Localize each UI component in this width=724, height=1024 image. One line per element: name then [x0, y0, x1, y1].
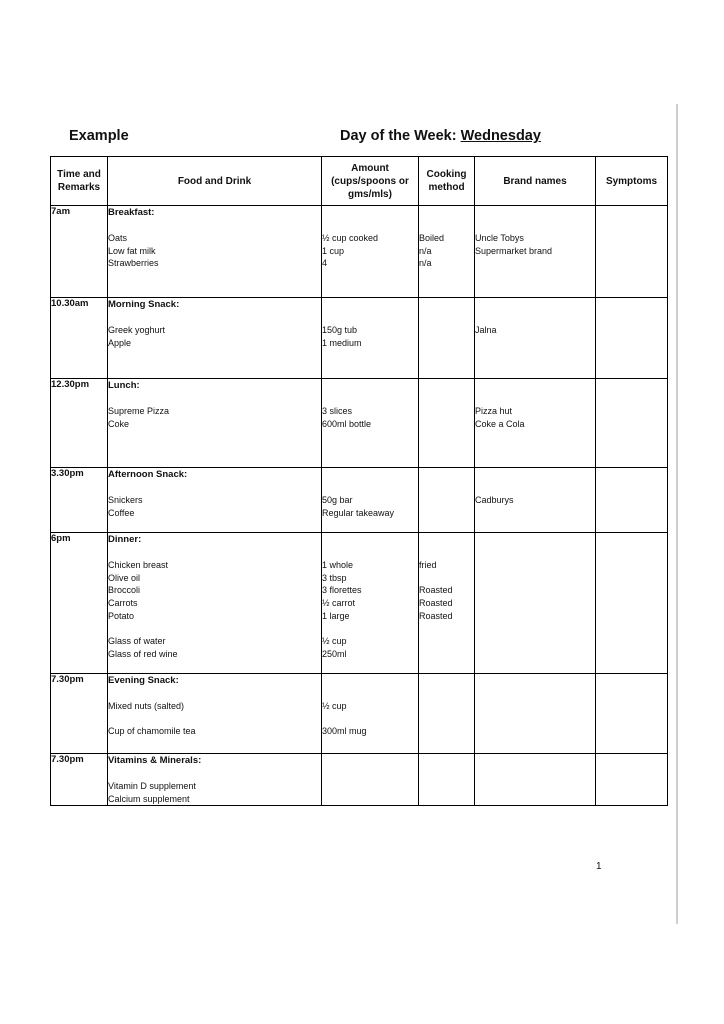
meal-title: Morning Snack:: [108, 299, 180, 310]
page-edge-divider: [676, 104, 678, 924]
meal-title: Afternoon Snack:: [108, 469, 188, 480]
spacer: [108, 687, 321, 700]
spacer: [419, 533, 474, 546]
time-cell: 3.30pm: [51, 468, 108, 533]
spacer: [419, 219, 474, 232]
blank-line: [419, 725, 474, 738]
table-row: [51, 206, 668, 298]
blank-line: [475, 610, 595, 623]
spacer: [475, 206, 595, 219]
blank-line: [419, 507, 474, 520]
table-row: [51, 674, 668, 754]
amount-item: 50g bar: [322, 495, 353, 505]
time-cell: 7am: [51, 206, 108, 298]
brand-names-cell: [475, 533, 596, 674]
cooking-method-cell: [419, 754, 475, 806]
brand-item: Jalna: [475, 325, 497, 335]
food-item: Broccoli: [108, 585, 141, 596]
brand-item: Coke a Cola: [475, 418, 525, 429]
blank-line: [322, 713, 418, 726]
time-cell: 6pm: [51, 533, 108, 674]
spacer: [475, 219, 595, 232]
blank-line: [419, 780, 474, 793]
amount-item: 1 whole: [322, 560, 354, 570]
spacer: [322, 481, 418, 494]
amount-cell: [322, 674, 419, 754]
spacer: [475, 298, 595, 311]
spacer: [322, 311, 418, 324]
blank-line: [475, 780, 595, 793]
spacer: [419, 379, 474, 392]
amount-cell: [322, 298, 419, 379]
spacer: [322, 379, 418, 392]
brand-names-cell: [475, 468, 596, 533]
meal-title: Vitamins & Minerals:: [108, 755, 202, 766]
amount-item: ½ cup: [322, 636, 347, 647]
header-food-drink: Food and Drink: [108, 157, 322, 206]
amount-item: Regular takeaway: [322, 507, 395, 518]
header-amount: [322, 157, 419, 206]
amount-cell: [322, 379, 419, 468]
blank-line: [475, 635, 595, 648]
spacer: [475, 379, 595, 392]
spacer: [419, 311, 474, 324]
cooking-method-cell: [419, 298, 475, 379]
spacer: [475, 674, 595, 687]
blank-line: [419, 635, 474, 648]
symptoms-cell: [596, 298, 668, 379]
day-of-week-label: Day of the Week:: [340, 128, 457, 144]
blank-line: [475, 622, 595, 635]
spacer: [419, 206, 474, 219]
symptoms-cell: [596, 379, 668, 468]
blank-line: [419, 405, 474, 418]
spacer: [108, 481, 321, 494]
spacer: [419, 481, 474, 494]
symptoms-cell: [596, 468, 668, 533]
amount-item: 1 cup: [322, 245, 345, 256]
amount-cell: [322, 533, 419, 674]
blank-line: [475, 597, 595, 610]
spacer: [419, 392, 474, 405]
food-item: Vitamin D supplement: [108, 781, 196, 791]
food-item: Potato: [108, 610, 135, 621]
food-item: Mixed nuts (salted): [108, 701, 185, 711]
table-header-row: [51, 157, 668, 206]
food-drink-cell: [108, 379, 322, 468]
food-drink-cell: [108, 298, 322, 379]
header-line: Time and: [57, 169, 101, 180]
blank-line: [322, 793, 418, 806]
header-line: Remarks: [57, 182, 101, 193]
brand-names-cell: [475, 379, 596, 468]
brand-names-cell: [475, 206, 596, 298]
spacer: [419, 546, 474, 559]
meal-title: Lunch:: [108, 380, 140, 391]
amount-item: 3 florettes: [322, 585, 362, 596]
day-of-week-value: Wednesday: [460, 128, 541, 144]
spacer: [322, 468, 418, 481]
spacer: [322, 533, 418, 546]
cooking-item: fried: [419, 560, 437, 570]
amount-item: ½ carrot: [322, 598, 356, 609]
time-cell: 10.30am: [51, 298, 108, 379]
header-line: gms/mls): [348, 188, 392, 200]
food-item: Supreme Pizza: [108, 406, 170, 416]
spacer: [322, 206, 418, 219]
blank-line: [419, 337, 474, 350]
spacer: [419, 298, 474, 311]
amount-item: ½ cup cooked: [322, 233, 379, 243]
table-row: [51, 298, 668, 379]
food-diary-table: [50, 156, 668, 806]
food-item: Olive oil: [108, 572, 141, 583]
symptoms-cell: [596, 754, 668, 806]
spacer: [419, 687, 474, 700]
spacer: [475, 687, 595, 700]
cooking-method-cell: [419, 206, 475, 298]
food-item: Greek yoghurt: [108, 325, 166, 335]
symptoms-cell: [596, 206, 668, 298]
food-drink-cell: [108, 468, 322, 533]
amount-item: 300ml mug: [322, 726, 367, 737]
food-item: Snickers: [108, 495, 143, 505]
food-drink-cell: [108, 754, 322, 806]
cooking-item: Roasted: [419, 610, 453, 621]
blank-line: [108, 622, 321, 635]
amount-item: 150g tub: [322, 325, 358, 335]
food-item: Apple: [108, 337, 132, 348]
spacer: [108, 219, 321, 232]
food-item: Strawberries: [108, 258, 159, 269]
amount-item: 600ml bottle: [322, 418, 372, 429]
brand-item: Pizza hut: [475, 406, 513, 416]
spacer: [475, 311, 595, 324]
table-row: [51, 379, 668, 468]
header-line: method: [428, 182, 465, 193]
blank-line: [475, 337, 595, 350]
spacer: [475, 392, 595, 405]
spacer: [322, 219, 418, 232]
food-item: Calcium supplement: [108, 793, 190, 804]
header-cooking-method: [419, 157, 475, 206]
blank-line: [322, 622, 418, 635]
table-row: [51, 754, 668, 806]
food-item: Low fat milk: [108, 245, 156, 256]
time-cell: 7.30pm: [51, 674, 108, 754]
amount-cell: [322, 468, 419, 533]
food-item: Coke: [108, 418, 130, 429]
blank-line: [419, 418, 474, 431]
amount-item: 1 large: [322, 610, 350, 621]
blank-line: [475, 725, 595, 738]
amount-item: 4: [322, 258, 328, 269]
cooking-item: n/a: [419, 258, 432, 269]
blank-line: [322, 780, 418, 793]
meal-title: Evening Snack:: [108, 675, 179, 686]
food-item: Carrots: [108, 598, 138, 609]
cooking-method-cell: [419, 468, 475, 533]
spacer: [322, 392, 418, 405]
blank-line: [475, 572, 595, 585]
spacer: [475, 767, 595, 780]
spacer: [322, 767, 418, 780]
blank-line: [419, 793, 474, 806]
blank-line: [108, 713, 321, 726]
blank-line: [419, 713, 474, 726]
cooking-item: Boiled: [419, 233, 445, 243]
spacer: [475, 468, 595, 481]
example-heading: Example: [69, 128, 129, 144]
brand-item: Cadburys: [475, 495, 514, 505]
blank-line: [475, 559, 595, 572]
cooking-method-cell: [419, 379, 475, 468]
brand-names-cell: [475, 298, 596, 379]
amount-cell: [322, 206, 419, 298]
page-number: 1: [596, 861, 602, 872]
spacer: [475, 754, 595, 767]
table-row: [51, 468, 668, 533]
food-item: Glass of water: [108, 636, 166, 647]
blank-line: [419, 622, 474, 635]
blank-line: [475, 793, 595, 806]
blank-line: [419, 494, 474, 507]
blank-line: [419, 572, 474, 585]
food-item: Oats: [108, 233, 128, 243]
blank-line: [475, 257, 595, 270]
brand-names-cell: [475, 754, 596, 806]
brand-names-cell: [475, 674, 596, 754]
spacer: [419, 767, 474, 780]
spacer: [322, 674, 418, 687]
blank-line: [419, 648, 474, 661]
header-line: Amount: [351, 162, 389, 174]
symptoms-cell: [596, 674, 668, 754]
cooking-item: Roasted: [419, 585, 453, 596]
header-time-remarks: [51, 157, 108, 206]
spacer: [419, 468, 474, 481]
time-cell: 7.30pm: [51, 754, 108, 806]
amount-cell: [322, 754, 419, 806]
meal-title: Breakfast:: [108, 207, 155, 218]
amount-item: 250ml: [322, 648, 347, 659]
spacer: [108, 546, 321, 559]
header-symptoms: Symptoms: [596, 157, 668, 206]
cooking-method-cell: [419, 533, 475, 674]
symptoms-cell: [596, 533, 668, 674]
spacer: [322, 298, 418, 311]
food-item: Glass of red wine: [108, 648, 178, 659]
header-line: Cooking: [426, 169, 467, 180]
food-drink-cell: [108, 533, 322, 674]
spacer: [322, 687, 418, 700]
food-drink-cell: [108, 206, 322, 298]
amount-item: 3 slices: [322, 406, 353, 416]
meal-title: Dinner:: [108, 534, 142, 545]
spacer: [322, 754, 418, 767]
cooking-item: Roasted: [419, 598, 453, 609]
table-row: [51, 533, 668, 674]
cooking-method-cell: [419, 674, 475, 754]
spacer: [322, 546, 418, 559]
spacer: [108, 392, 321, 405]
amount-item: 3 tbsp: [322, 572, 347, 583]
header-line: (cups/spoons or: [331, 175, 409, 187]
blank-line: [419, 700, 474, 713]
food-item: Coffee: [108, 507, 135, 518]
blank-line: [475, 507, 595, 520]
amount-item: ½ cup: [322, 701, 347, 711]
spacer: [475, 546, 595, 559]
food-drink-cell: [108, 674, 322, 754]
cooking-item: n/a: [419, 245, 432, 256]
amount-item: 1 medium: [322, 337, 362, 348]
blank-line: [475, 713, 595, 726]
spacer: [108, 767, 321, 780]
blank-line: [475, 700, 595, 713]
header-brand-names: Brand names: [475, 157, 596, 206]
time-cell: 12.30pm: [51, 379, 108, 468]
spacer: [419, 674, 474, 687]
blank-line: [475, 648, 595, 661]
brand-item: Supermarket brand: [475, 245, 553, 256]
food-item: Chicken breast: [108, 560, 169, 570]
food-item: Cup of chamomile tea: [108, 726, 196, 737]
spacer: [419, 754, 474, 767]
spacer: [108, 311, 321, 324]
spacer: [475, 481, 595, 494]
blank-line: [419, 324, 474, 337]
spacer: [475, 533, 595, 546]
blank-line: [475, 584, 595, 597]
brand-item: Uncle Tobys: [475, 233, 524, 243]
day-of-week-heading: [340, 128, 541, 144]
